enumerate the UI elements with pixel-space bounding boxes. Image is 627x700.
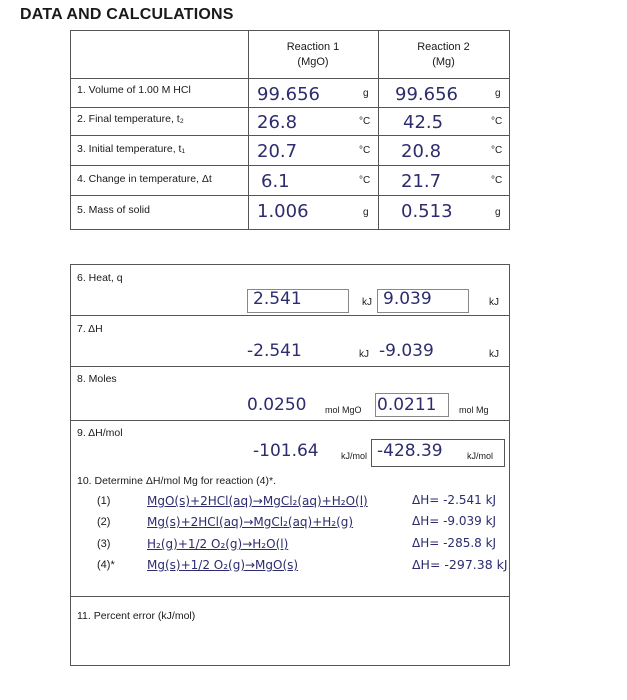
r1-delta-temp-value: 6.1 xyxy=(261,171,290,192)
delta-h-per-mol-label: 9. ΔH/mol xyxy=(77,427,123,439)
delta-h-label: 7. ΔH xyxy=(77,323,103,335)
heat-r2-value: 9.039 xyxy=(383,289,432,309)
delta-h-r1-value: -2.541 xyxy=(247,341,302,361)
r2-initial-temp-value: 20.8 xyxy=(401,141,442,162)
moles-r1-value: 0.0250 xyxy=(247,395,307,415)
r2-delta-temp-unit: °C xyxy=(491,175,503,186)
r1-initial-temp-value: 20.7 xyxy=(257,141,298,162)
moles-label: 8. Moles xyxy=(77,373,117,385)
q10-prompt: 10. Determine ΔH/mol Mg for reaction (4)*. xyxy=(77,475,276,487)
eq2-delta-h: ΔH= -9.039 kJ xyxy=(412,514,497,528)
eq4-number: (4)* xyxy=(97,559,115,571)
heat-r2-unit: kJ xyxy=(489,297,499,308)
eq4-reaction: Mg(s)+1/2 O₂(g)→MgO(s) xyxy=(147,558,299,572)
r2-final-temp-value: 42.5 xyxy=(403,112,444,133)
r1-volume-unit: g xyxy=(363,88,369,99)
r2-final-temp-unit: °C xyxy=(491,116,503,127)
eq1-delta-h: ΔH= -2.541 kJ xyxy=(412,493,497,507)
delta-h-r1-unit: kJ xyxy=(359,349,369,360)
data-table xyxy=(70,30,510,230)
eq3-reaction: H₂(g)+1/2 O₂(g)→H₂O(l) xyxy=(147,537,289,551)
moles-r2-unit: mol Mg xyxy=(459,405,489,415)
r2-mass-unit: g xyxy=(495,207,501,218)
eq2-reaction: Mg(s)+2HCl(aq)→MgCl₂(aq)+H₂(g) xyxy=(147,515,354,529)
row-label-mass: 5. Mass of solid xyxy=(77,204,150,216)
eq2-number: (2) xyxy=(97,516,111,528)
reaction2-header: Reaction 2 (Mg) xyxy=(417,41,470,68)
r1-mass-value: 1.006 xyxy=(257,201,309,222)
percent-error-label: 11. Percent error (kJ/mol) xyxy=(77,610,196,622)
moles-r2-value: 0.0211 xyxy=(377,395,437,415)
row-label-delta-temp: 4. Change in temperature, Δt xyxy=(77,173,212,185)
eq1-reaction: MgO(s)+2HCl(aq)→MgCl₂(aq)+H₂O(l) xyxy=(147,494,368,508)
delta-h-per-mol-r1-unit: kJ/mol xyxy=(341,451,368,461)
heat-r1-value: 2.541 xyxy=(253,289,302,309)
delta-h-r2-unit: kJ xyxy=(489,349,499,360)
r2-mass-value: 0.513 xyxy=(401,201,453,222)
eq3-delta-h: ΔH= -285.8 kJ xyxy=(412,536,497,550)
r2-initial-temp-unit: °C xyxy=(491,145,503,156)
delta-h-r2-value: -9.039 xyxy=(379,341,434,361)
calculations-panel xyxy=(70,264,510,666)
delta-h-per-mol-r2-unit: kJ/mol xyxy=(467,451,494,461)
heat-label: 6. Heat, q xyxy=(77,272,123,284)
page-title: DATA AND CALCULATIONS xyxy=(20,6,234,23)
r1-delta-temp-unit: °C xyxy=(359,175,371,186)
r1-mass-unit: g xyxy=(363,207,369,218)
eq3-number: (3) xyxy=(97,538,111,550)
delta-h-per-mol-r2-value: -428.39 xyxy=(377,441,443,461)
row-label-volume: 1. Volume of 1.00 M HCl xyxy=(77,84,191,96)
heat-r1-unit: kJ xyxy=(362,297,372,308)
r2-volume-unit: g xyxy=(495,88,501,99)
r1-volume-value: 99.656 xyxy=(257,84,320,105)
r2-delta-temp-value: 21.7 xyxy=(401,171,442,192)
delta-h-per-mol-r1-value: -101.64 xyxy=(253,441,319,461)
r1-final-temp-value: 26.8 xyxy=(257,112,298,133)
eq4-delta-h: ΔH= -297.38 kJ xyxy=(412,557,508,572)
r1-initial-temp-unit: °C xyxy=(359,145,371,156)
moles-r1-unit: mol MgO xyxy=(325,405,362,415)
reaction1-header: Reaction 1 (MgO) xyxy=(286,41,340,68)
r1-final-temp-unit: °C xyxy=(359,116,371,127)
eq1-number: (1) xyxy=(97,495,111,507)
row-label-final-temp: 2. Final temperature, t₂ xyxy=(77,113,184,125)
row-label-initial-temp: 3. Initial temperature, t₁ xyxy=(77,143,186,155)
r2-volume-value: 99.656 xyxy=(395,84,458,105)
